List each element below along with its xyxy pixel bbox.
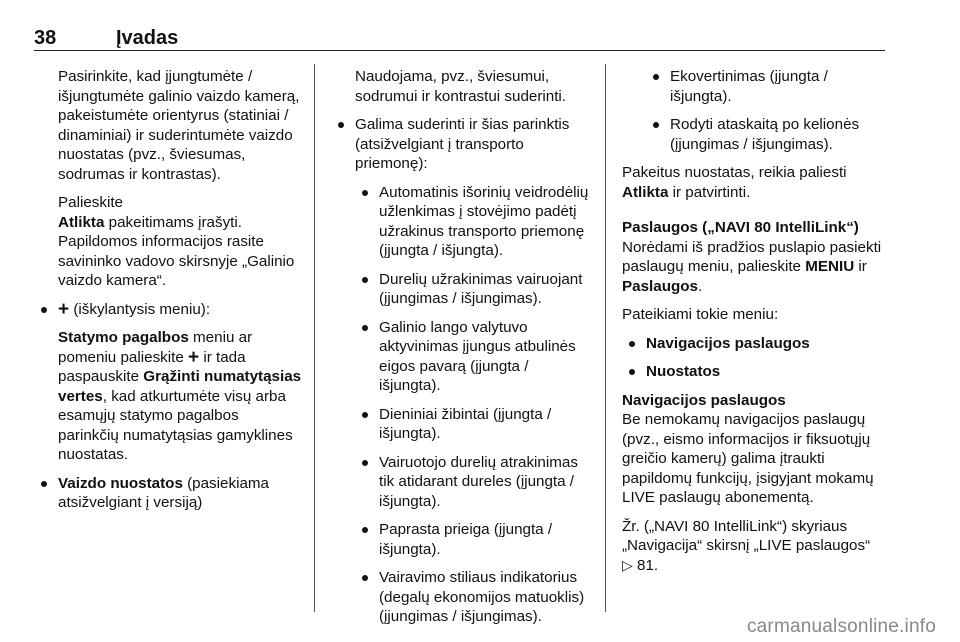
text: pakeitimams įrašyti. <box>104 213 242 231</box>
paragraph: Pateikiami tokie meniu: <box>622 306 779 323</box>
text: Palieskite <box>58 194 123 211</box>
text: Žr. („NAVI 80 IntelliLink“) skyriaus „Navigacija“ skirsnį „LIVE paslaugos“ <box>622 517 871 554</box>
list-item <box>34 474 302 513</box>
list-item: Dieniniai žibintai (įjungta / išjungta). <box>355 405 593 444</box>
list-item: Ekovertinimas (įjungta / išjungta). <box>646 67 890 106</box>
paragraph <box>622 163 890 202</box>
text: , kad atkurtumėte visų arba esamųjų statymo pagalbos parinkčių numatytąsias gamyklines nuostatas. <box>58 387 293 463</box>
text: Pakeitus nuostatas, reikia paliesti <box>622 164 847 181</box>
paragraph <box>622 218 890 296</box>
ui-label: Navigacijos paslaugos <box>646 334 810 352</box>
list-item: Galima suderinti ir šias parinktis (atsižvelgiant į transporto priemonę): <box>331 115 593 174</box>
ui-label: Paslaugos <box>622 277 698 295</box>
column-divider <box>605 64 606 612</box>
list-item: Paprasta prieiga (įjungta / išjungta). <box>355 520 593 559</box>
list-item: Vairavimo stiliaus indikatorius (degalų ekonomijos matuoklis) (įjungimas / išjungimas). <box>355 568 593 627</box>
text: ir <box>854 258 867 275</box>
column-middle <box>331 67 593 636</box>
text: . <box>697 277 703 295</box>
paragraph <box>622 391 890 508</box>
list-item: Vairuotojo durelių atrakinimas tik atidarant dureles (įjungta / išjungta). <box>355 453 593 512</box>
text: (iškylantysis meniu): <box>69 300 211 318</box>
page-reference[interactable]: 81 <box>637 556 654 574</box>
ui-label: Nuostatos <box>646 363 721 380</box>
paragraph <box>34 193 302 291</box>
list-item <box>622 362 890 382</box>
text: ir tada paspauskite <box>58 348 246 385</box>
text: meniu ar pomeniu palieskite <box>58 329 253 366</box>
text: . <box>653 556 659 574</box>
list-item: Galinio lango valytuvo aktyvinimas įjungus atbulinės eigos pavarą (įjungta / išjungta). <box>355 318 593 396</box>
ui-label: Atlikta <box>622 183 669 201</box>
plus-icon: + <box>188 346 200 368</box>
list-item: Rodyti ataskaitą po kelionės (įjungimas / išjungimas). <box>646 115 890 154</box>
text: Norėdami iš pradžios puslapio pasiekti paslaugų meniu, palieskite <box>622 238 882 275</box>
text: Be nemokamų navigacijos paslaugų (pvz., eismo informacijos ir fiksuotųjų greičio kamerų) galima įtraukti papildomų funkcijų, įsigyjant mokamų LIVE paslaugų abonementą. <box>622 411 874 506</box>
ui-label: Statymo pagalbos <box>58 329 189 346</box>
list-item <box>622 334 890 354</box>
text: ir patvirtinti. <box>668 183 751 201</box>
column-left <box>34 67 302 522</box>
column-divider <box>314 64 315 612</box>
plus-icon: + <box>58 298 70 320</box>
page-number: 38 <box>34 27 57 49</box>
ui-label: Grąžinti numatytąsias vertes <box>58 368 302 405</box>
page-header <box>34 28 885 51</box>
list-item <box>34 300 302 320</box>
text: (pasiekiama atsižvelgiant į versiją) <box>58 474 269 511</box>
ui-label: Atlikta <box>58 213 105 231</box>
watermark: carmanualsonline.info <box>746 616 936 637</box>
section-heading: Paslaugos („NAVI 80 IntelliLink“) <box>622 219 859 236</box>
paragraph <box>34 328 302 465</box>
paragraph: Pasirinkite, kad įjungtumėte / išjungtumėte galinio vaizdo kamerą, pakeistumėte orientyrus (statiniai / dinaminiai) ir suderintumėte vaizdo nuostatas (pvz., šviesumas, sodrumas ir kontrastas). <box>58 68 300 183</box>
ui-label: Vaizdo nuostatos <box>58 474 183 492</box>
paragraph <box>622 517 890 576</box>
section-title: Įvadas <box>116 27 179 49</box>
page-reference-icon: ▷ <box>622 556 633 573</box>
ui-label: MENIU <box>805 258 855 275</box>
list-item: Automatinis išorinių veidrodėlių užlenkimas į stovėjimo padėtį užrakinus transporto priemonę (įjungta / išjungta). <box>355 183 593 261</box>
list-item: Durelių užrakinimas vairuojant (įjungimas / išjungimas). <box>355 270 593 309</box>
column-right <box>622 67 890 584</box>
text: Papildomos informacijos rasite savininko vadovo skirsnyje „Galinio vaizdo kamera“. <box>58 233 295 289</box>
paragraph: Naudojama, pvz., šviesumui, sodrumui ir kontrastui suderinti. <box>355 68 567 105</box>
section-heading: Navigacijos paslaugos <box>622 391 786 409</box>
